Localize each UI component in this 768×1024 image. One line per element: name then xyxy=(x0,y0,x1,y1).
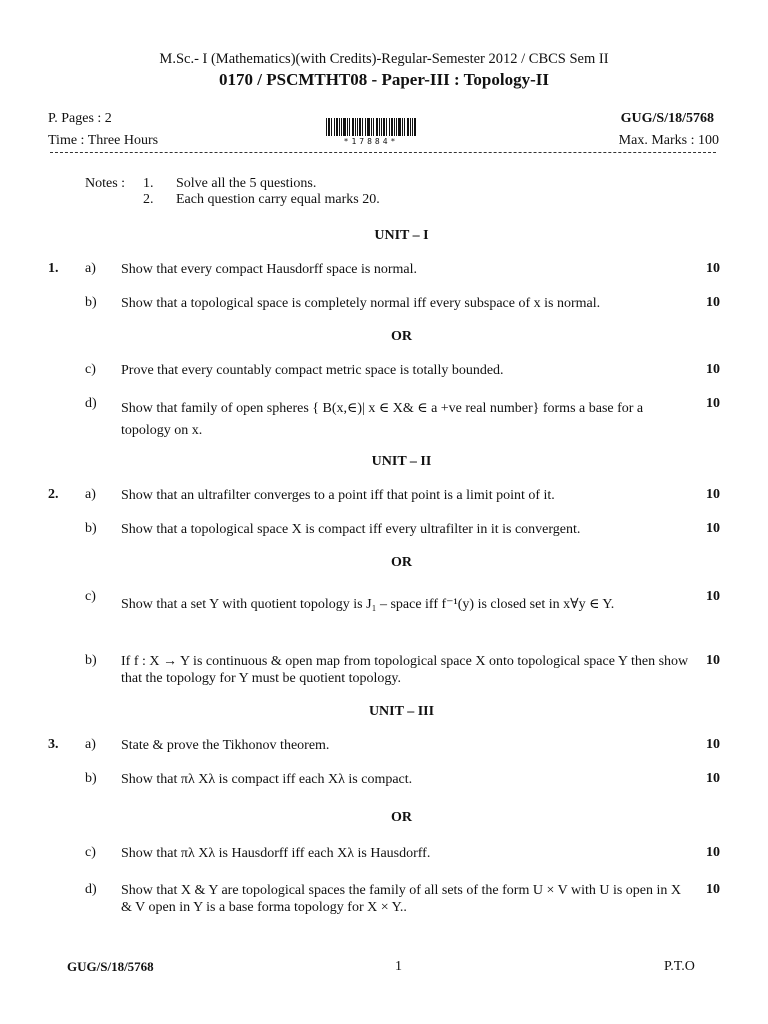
part-label: b) xyxy=(85,771,97,786)
barcode-text: *17884* xyxy=(343,137,399,146)
footer-paper-code: GUG/S/18/5768 xyxy=(67,959,154,974)
unit-heading: UNIT – III xyxy=(368,704,435,719)
paper-code: GUG/S/18/5768 xyxy=(620,111,714,126)
part-label: b) xyxy=(85,521,97,536)
part-label: a) xyxy=(85,737,96,752)
question-text: Show that a set Y with quotient topology is J₁ – space iff f⁻¹(y) is closed set in x∀y ∈ Y. xyxy=(121,597,615,612)
question-text: Show that X & Y are topological spaces the family of all sets of the form U × V with U is open in X & V open in Y is a base forma topology for X × Y.. xyxy=(121,883,682,915)
part-label: c) xyxy=(85,589,96,604)
paper-title: 0170 / PSCMTHT08 - Paper-III : Topology-II xyxy=(219,70,549,89)
marks-value: 10 xyxy=(706,521,720,536)
marks-value: 10 xyxy=(706,487,720,502)
page-count: P. Pages : 2 xyxy=(48,111,112,126)
part-label: c) xyxy=(85,845,96,860)
part-label: d) xyxy=(85,396,97,411)
question-text: Show that an ultrafilter converges to a point iff that point is a limit point of it. xyxy=(121,488,555,503)
marks-value: 10 xyxy=(706,882,720,897)
question-number: 2. xyxy=(48,487,59,502)
exam-course-line: M.Sc.- I (Mathematics)(with Credits)-Regular-Semester 2012 / CBCS Sem II xyxy=(159,51,609,67)
note-text: Solve all the 5 questions. xyxy=(176,176,317,191)
or-divider: OR xyxy=(391,555,412,570)
question-text: If f : X → Y is continuous & open map from topological space X onto topological space Y then show that the topology for Y must be quotient topology. xyxy=(121,654,689,686)
marks-value: 10 xyxy=(706,737,720,752)
marks-value: 10 xyxy=(706,771,720,786)
part-label: b) xyxy=(85,653,97,668)
marks-value: 10 xyxy=(706,295,720,310)
note-text: Each question carry equal marks 20. xyxy=(176,192,380,207)
marks-value: 10 xyxy=(706,653,720,668)
question-text: Show that a topological space is completely normal iff every subspace of x is normal. xyxy=(121,296,601,311)
note-number: 2. xyxy=(143,192,154,207)
notes-label: Notes : xyxy=(85,176,126,191)
question-number: 1. xyxy=(48,261,59,276)
part-label: a) xyxy=(85,261,96,276)
marks-value: 10 xyxy=(706,396,720,411)
question-text: State & prove the Tikhonov theorem. xyxy=(121,738,330,753)
please-turn-over: P.T.O xyxy=(664,959,695,974)
question-number: 3. xyxy=(48,737,59,752)
part-label: b) xyxy=(85,295,97,310)
marks-value: 10 xyxy=(706,261,720,276)
question-text: Show that family of open spheres { B(x,∈)| x ∈ X& ∈ a +ve real number} forms a base for a topology on x. xyxy=(121,401,644,438)
question-text: Show that a topological space X is compact iff every ultrafilter in it is convergent. xyxy=(121,522,581,537)
max-marks: Max. Marks : 100 xyxy=(618,133,719,148)
or-divider: OR xyxy=(391,329,412,344)
question-text: Show that πλ Xλ is Hausdorff iff each Xλ is Hausdorff. xyxy=(121,846,431,861)
question-text: Prove that every countably compact metric space is totally bounded. xyxy=(121,363,504,378)
marks-value: 10 xyxy=(706,362,720,377)
note-number: 1. xyxy=(143,176,154,191)
exam-duration: Time : Three Hours xyxy=(48,133,159,148)
part-label: c) xyxy=(85,362,96,377)
barcode-bars-icon xyxy=(326,118,416,136)
part-label: d) xyxy=(85,882,97,897)
or-divider: OR xyxy=(391,810,412,825)
unit-heading: UNIT – I xyxy=(374,228,429,243)
question-text: Show that every compact Hausdorff space is normal. xyxy=(121,262,417,277)
part-label: a) xyxy=(85,487,96,502)
barcode xyxy=(326,118,416,146)
unit-heading: UNIT – II xyxy=(371,454,432,469)
marks-value: 10 xyxy=(706,845,720,860)
question-text: Show that πλ Xλ is compact iff each Xλ is compact. xyxy=(121,772,413,787)
marks-value: 10 xyxy=(706,589,720,604)
header-divider xyxy=(50,152,716,153)
page-number: 1 xyxy=(395,959,402,974)
